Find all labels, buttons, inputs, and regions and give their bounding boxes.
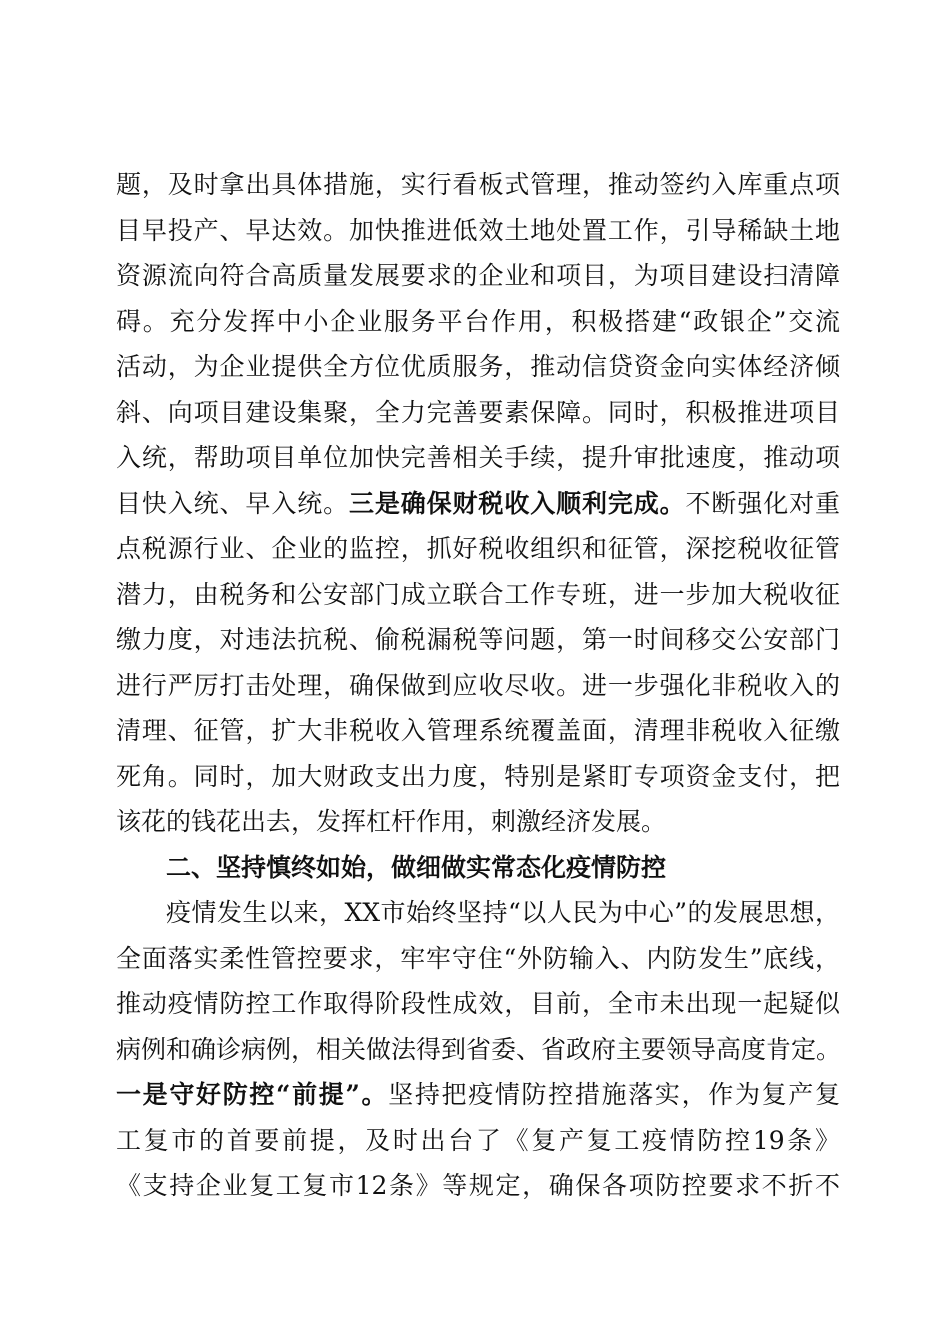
body-text: 点税源行业、企业的监控，抓好税收组织和征管，深挖税收征管 xyxy=(116,534,840,563)
text-line xyxy=(116,481,840,527)
body-text: 目早投产、早达效。加快推进低效土地处置工作，引导稀缺土地 xyxy=(116,215,840,245)
body-text: 斜、向项目建设集聚，全力完善要素保障。同时，积极推进项目 xyxy=(116,397,840,427)
body-text: 碍。充分发挥中小企业服务平台作用，积极搭建“政银企”交流 xyxy=(116,306,840,336)
body-text: 活动，为企业提供全方位优质服务，推动信贷资金向实体经济倾 xyxy=(116,352,840,381)
text-line xyxy=(116,617,840,663)
body-text: 推动疫情防控工作取得阶段性成效，目前，全市未出现一起疑似 xyxy=(116,989,840,1018)
text-line xyxy=(116,936,840,982)
text-line xyxy=(116,1027,840,1073)
bold-lead-text: 三是确保财税收入顺利完成。 xyxy=(349,488,686,518)
text-line xyxy=(116,208,840,254)
body-text: 潜力，由税务和公安部门成立联合工作专班，进一步加大税收征 xyxy=(116,579,840,609)
body-text: 不断强化对重 xyxy=(685,488,840,518)
text-line xyxy=(116,253,840,299)
body-text: 入统，帮助项目单位加快完善相关手续，提升审批速度，推动项 xyxy=(116,443,840,472)
body-text: 题，及时拿出具体措施，实行看板式管理，推动签约入库重点项 xyxy=(116,170,840,199)
text-line xyxy=(116,1072,840,1118)
text-line xyxy=(116,572,840,618)
document-body xyxy=(116,162,840,1209)
body-text: 坚持把疫情防控措施落实，作为复产复 xyxy=(388,1080,840,1109)
body-text: 病例和确诊病例，相关做法得到省委、省政府主要领导高度肯定。 xyxy=(116,1034,842,1064)
text-line xyxy=(116,390,840,436)
body-text: 该花的钱花出去，发挥杠杆作用，刺激经济发展。 xyxy=(116,807,667,836)
body-text: 全面落实柔性管控要求，牢牢守住“外防输入、内防发生”底线， xyxy=(116,943,840,973)
body-text: 工复市的首要前提，及时出台了《复产复工疫情防控19条》 xyxy=(116,1125,840,1155)
body-text: 资源流向符合高质量发展要求的企业和项目，为项目建设扫清障 xyxy=(116,261,840,290)
text-line xyxy=(116,526,840,572)
bold-lead-text: 一是守好防控“前提”。 xyxy=(116,1080,389,1109)
text-line xyxy=(116,435,840,481)
text-line xyxy=(116,344,840,390)
text-line xyxy=(116,754,840,800)
body-text: 目快入统、早入统。 xyxy=(116,488,349,518)
body-text: 死角。同时，加大财政支出力度，特别是紧盯专项资金支付，把 xyxy=(116,761,840,791)
text-line xyxy=(116,1118,840,1164)
text-line xyxy=(116,1163,840,1209)
body-text: 清理、征管，扩大非税收入管理系统覆盖面，清理非税收入征缴 xyxy=(116,716,840,745)
text-line xyxy=(116,799,840,845)
body-text: 缴力度，对违法抗税、偷税漏税等问题，第一时间移交公安部门 xyxy=(116,625,840,654)
body-text: 疫情发生以来，XX市始终坚持“以人民为中心”的发展思想， xyxy=(166,898,840,927)
text-line xyxy=(116,981,840,1027)
body-text: 《支持企业复工复市12条》等规定，确保各项防控要求不折不 xyxy=(116,1171,840,1200)
text-line xyxy=(116,845,840,891)
section-heading: 二、坚持慎终如始，做细做实常态化疫情防控 xyxy=(166,852,667,882)
text-line xyxy=(116,299,840,345)
text-line xyxy=(116,162,840,208)
text-line xyxy=(116,890,840,936)
body-text: 进行严厉打击处理，确保做到应收尽收。进一步强化非税收入的 xyxy=(116,670,840,700)
text-line xyxy=(116,663,840,709)
text-line xyxy=(116,708,840,754)
